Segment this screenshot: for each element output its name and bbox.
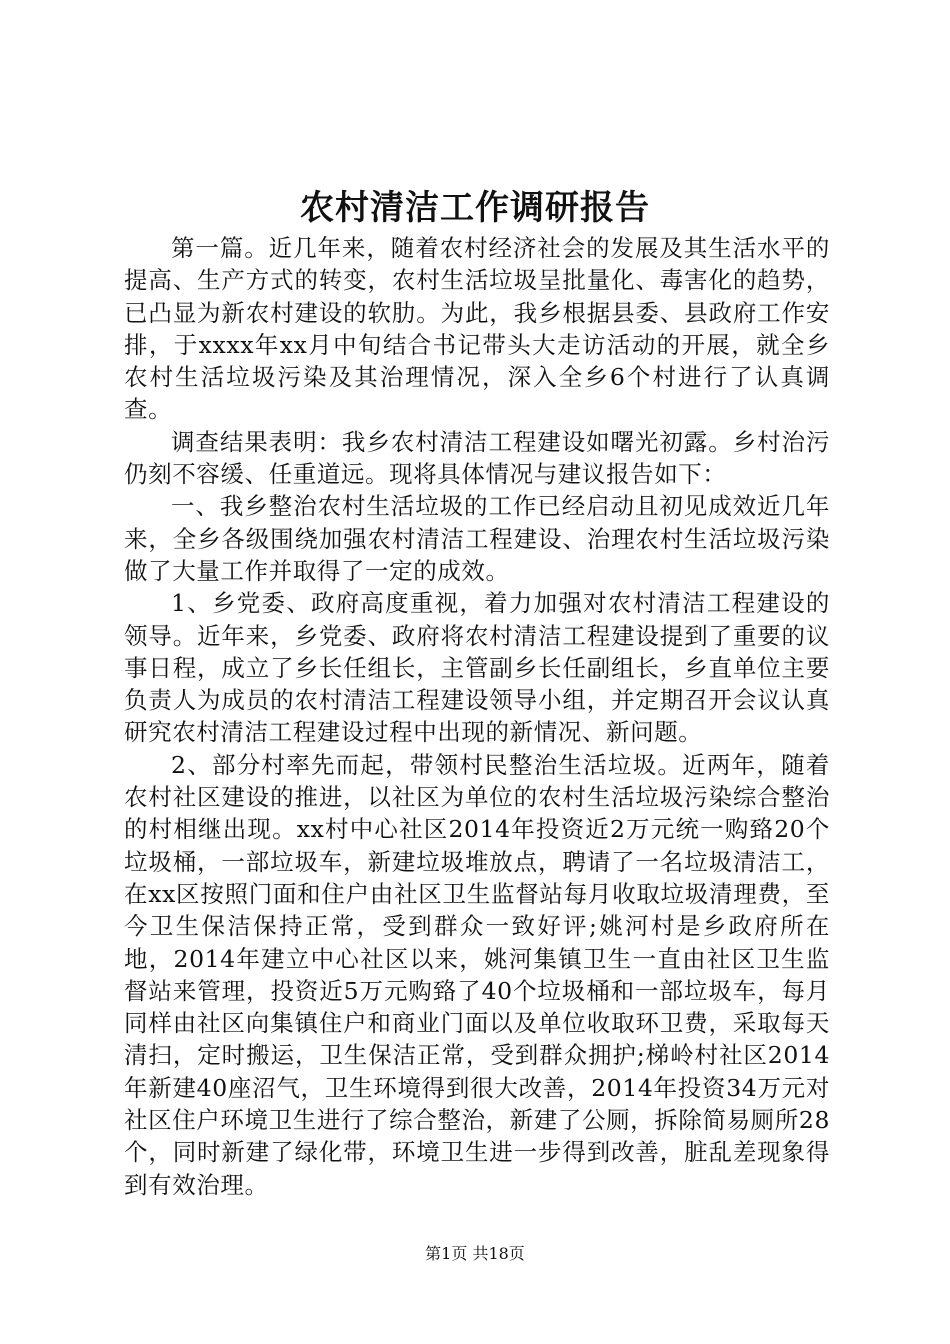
document-body (124, 232, 830, 1201)
paragraph-3: 一、我乡整治农村生活垃圾的工作已经启动且初见成效近几年来，全乡各级围绕加强农村清洁工程建设、治理农村生活垃圾污染做了大量工作并取得了一定的成效。 (124, 492, 830, 585)
paragraph-5: 2、部分村率先而起，带领村民整治生活垃圾。近两年，随着农村社区建设的推进，以社区为单位的农村生活垃圾污染综合整治的村相继出现。xx村中心社区2014年投资近2万元统一购臵20个垃圾桶，一部垃圾车，新建垃圾堆放点，聘请了一名垃圾清洁工，在xx区按照门面和住户由社区卫生监督站每月收取垃圾清理费，至今卫生保洁保持正常，受到群众一致好评;姚河村是乡政府所在地，2014年建立中心社区以来，姚河集镇卫生一直由社区卫生监督站来管理，投资近5万元购臵了40个垃圾桶和一部垃圾车，每月同样由社区向集镇住户和商业门面以及单位收取环卫费，采取每天清扫，定时搬运，卫生保洁正常，受到群众拥护;梯岭村社区2014年新建40座沼气，卫生环境得到很大改善，2014年投资34万元对社区住户环境卫生进行了综合整治，新建了公厕，拆除简易厕所28个，同时新建了绿化带，环境卫生进一步得到改善，脏乱差现象得到有效治理。 (124, 750, 830, 1199)
paragraph-4: 1、乡党委、政府高度重视，着力加强对农村清洁工程建设的领导。近年来，乡党委、政府将农村清洁工程建设提到了重要的议事日程，成立了乡长任组长，主管副乡长任副组长，乡直单位主要负责人为成员的农村清洁工程建设领导小组，并定期召开会议认真研究农村清洁工程建设过程中出现的新情况、新问题。 (124, 589, 830, 747)
document-title: 农村清洁工作调研报告 (300, 188, 650, 228)
paragraph-2: 调查结果表明：我乡农村清洁工程建设如曙光初露。乡村治污仍刻不容缓、任重道远。现将具体情况与建议报告如下： (124, 427, 830, 489)
paragraph-1: 第一篇。近几年来，随着农村经济社会的发展及其生活水平的提高、生产方式的转变，农村生活垃圾呈批量化、毒害化的趋势，已凸显为新农村建设的软肋。为此，我乡根据县委、县政府工作安排，于xxxx年xx月中旬结合书记带头大走访活动的开展，就全乡农村生活垃圾污染及其治理情况，深入全乡6个村进行了认真调查。 (124, 234, 830, 424)
page-number-footer: 第1页 共18页 (425, 1244, 525, 1263)
